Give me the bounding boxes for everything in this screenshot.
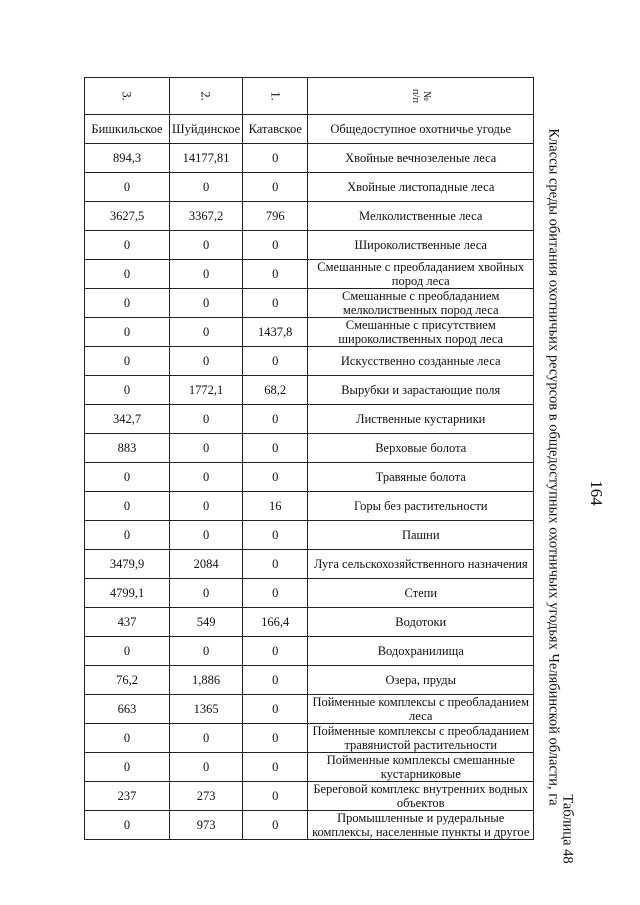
value-shuydinskoe: 273 xyxy=(170,782,243,811)
value-bishkilskoe: 0 xyxy=(85,753,170,782)
value-bishkilskoe: 437 xyxy=(85,608,170,637)
value-shuydinskoe: 973 xyxy=(170,811,243,840)
habitat-class-label: Смешанные с преобладанием мелколиственных пород леса xyxy=(308,289,534,318)
value-shuydinskoe: 0 xyxy=(170,434,243,463)
value-katavskoe: 0 xyxy=(243,724,308,753)
table-header-row xyxy=(85,115,534,144)
table-row xyxy=(85,811,534,840)
value-shuydinskoe: 3367,2 xyxy=(170,202,243,231)
value-katavskoe: 0 xyxy=(243,434,308,463)
value-bishkilskoe: 0 xyxy=(85,492,170,521)
area-name-shuydinskoe: Шуйдинское xyxy=(170,115,243,144)
value-bishkilskoe: 342,7 xyxy=(85,405,170,434)
value-shuydinskoe: 0 xyxy=(170,579,243,608)
value-bishkilskoe: 0 xyxy=(85,463,170,492)
table-row xyxy=(85,463,534,492)
area-name-bishkilskoe: Бишкильское xyxy=(85,115,170,144)
value-shuydinskoe: 0 xyxy=(170,405,243,434)
habitat-class-label: Горы без растительности xyxy=(308,492,534,521)
value-bishkilskoe: 3479,9 xyxy=(85,550,170,579)
area-number-cell: 3. xyxy=(85,78,170,115)
value-shuydinskoe: 0 xyxy=(170,724,243,753)
value-katavskoe: 0 xyxy=(243,782,308,811)
table-row xyxy=(85,521,534,550)
value-bishkilskoe: 3627,5 xyxy=(85,202,170,231)
value-katavskoe: 0 xyxy=(243,260,308,289)
habitat-class-label: Озера, пруды xyxy=(308,666,534,695)
habitat-class-label: Пашни xyxy=(308,521,534,550)
value-shuydinskoe: 14177,81 xyxy=(170,144,243,173)
value-katavskoe: 166,4 xyxy=(243,608,308,637)
table-row xyxy=(85,492,534,521)
habitat-class-label: Водотоки xyxy=(308,608,534,637)
value-bishkilskoe: 894,3 xyxy=(85,144,170,173)
value-katavskoe: 0 xyxy=(243,753,308,782)
table-row xyxy=(85,637,534,666)
value-bishkilskoe: 883 xyxy=(85,434,170,463)
value-shuydinskoe: 0 xyxy=(170,492,243,521)
habitat-class-label: Верховые болота xyxy=(308,434,534,463)
value-shuydinskoe: 0 xyxy=(170,637,243,666)
value-shuydinskoe: 0 xyxy=(170,521,243,550)
habitat-class-label: Вырубки и зарастающие поля xyxy=(308,376,534,405)
habitat-class-label: Береговой комплекс внутренних водных объектов xyxy=(308,782,534,811)
table-row xyxy=(85,260,534,289)
value-bishkilskoe: 0 xyxy=(85,811,170,840)
value-shuydinskoe: 0 xyxy=(170,463,243,492)
value-shuydinskoe: 0 xyxy=(170,231,243,260)
value-katavskoe: 0 xyxy=(243,289,308,318)
habitat-class-label: Пойменные комплексы с преобладанием леса xyxy=(308,695,534,724)
header-label: Общедоступное охотничье угодье xyxy=(308,115,534,144)
value-shuydinskoe: 0 xyxy=(170,318,243,347)
value-katavskoe: 0 xyxy=(243,579,308,608)
table-row xyxy=(85,434,534,463)
page-number: 164 xyxy=(587,480,606,506)
value-shuydinskoe: 0 xyxy=(170,347,243,376)
table-body xyxy=(85,144,534,840)
value-bishkilskoe: 0 xyxy=(85,347,170,376)
table-row xyxy=(85,550,534,579)
value-bishkilskoe: 0 xyxy=(85,724,170,753)
value-bishkilskoe: 0 xyxy=(85,376,170,405)
value-katavskoe: 0 xyxy=(243,666,308,695)
value-bishkilskoe: 0 xyxy=(85,260,170,289)
habitat-class-label: Смешанные с преобладанием хвойных пород леса xyxy=(308,260,534,289)
value-shuydinskoe: 0 xyxy=(170,289,243,318)
value-shuydinskoe: 549 xyxy=(170,608,243,637)
habitat-class-label: Широколиственные леса xyxy=(308,231,534,260)
value-shuydinskoe: 2084 xyxy=(170,550,243,579)
table-row xyxy=(85,695,534,724)
value-bishkilskoe: 663 xyxy=(85,695,170,724)
area-number-cell: 1. xyxy=(243,78,308,115)
habitat-class-label: Хвойные вечнозеленые леса xyxy=(308,144,534,173)
value-katavskoe: 0 xyxy=(243,347,308,376)
table-title: Классы среды обитания охотничьих ресурсов в общедоступных охотничьих угодьях Челябинской области, га xyxy=(545,128,562,806)
habitat-class-label: Степи xyxy=(308,579,534,608)
table-row xyxy=(85,202,534,231)
value-katavskoe: 796 xyxy=(243,202,308,231)
table-row xyxy=(85,144,534,173)
value-bishkilskoe: 0 xyxy=(85,231,170,260)
table-row xyxy=(85,289,534,318)
habitat-class-label: Промышленные и рудеральные комплексы, населенные пункты и другое xyxy=(308,811,534,840)
value-bishkilskoe: 76,2 xyxy=(85,666,170,695)
habitat-classes-table xyxy=(84,77,534,840)
value-katavskoe: 0 xyxy=(243,695,308,724)
value-shuydinskoe: 0 xyxy=(170,260,243,289)
habitat-class-label: Пойменные комплексы с преобладанием травянистой растительности xyxy=(308,724,534,753)
value-shuydinskoe: 0 xyxy=(170,753,243,782)
value-shuydinskoe: 1772,1 xyxy=(170,376,243,405)
habitat-class-label: Травяные болота xyxy=(308,463,534,492)
value-bishkilskoe: 0 xyxy=(85,521,170,550)
habitat-class-label: Лиственные кустарники xyxy=(308,405,534,434)
table-row xyxy=(85,376,534,405)
value-katavskoe: 0 xyxy=(243,173,308,202)
table-row xyxy=(85,782,534,811)
value-katavskoe: 0 xyxy=(243,144,308,173)
value-katavskoe: 0 xyxy=(243,463,308,492)
habitat-class-label: Водохранилища xyxy=(308,637,534,666)
table-row xyxy=(85,753,534,782)
habitat-class-label: Искусственно созданные леса xyxy=(308,347,534,376)
table-row xyxy=(85,666,534,695)
habitat-class-label: Мелколиственные леса xyxy=(308,202,534,231)
value-katavskoe: 0 xyxy=(243,550,308,579)
value-shuydinskoe: 0 xyxy=(170,173,243,202)
value-katavskoe: 0 xyxy=(243,521,308,550)
value-katavskoe: 0 xyxy=(243,811,308,840)
table-row xyxy=(85,608,534,637)
value-bishkilskoe: 0 xyxy=(85,637,170,666)
value-bishkilskoe: 0 xyxy=(85,318,170,347)
habitat-class-label: Пойменные комплексы смешанные кустарниковые xyxy=(308,753,534,782)
value-katavskoe: 0 xyxy=(243,405,308,434)
value-shuydinskoe: 1365 xyxy=(170,695,243,724)
value-bishkilskoe: 237 xyxy=(85,782,170,811)
habitat-class-label: Луга сельскохозяйственного назначения xyxy=(308,550,534,579)
number-column-header: № п/п xyxy=(308,78,534,115)
table-row xyxy=(85,579,534,608)
value-katavskoe: 16 xyxy=(243,492,308,521)
area-name-katavskoe: Катавское xyxy=(243,115,308,144)
table-row xyxy=(85,405,534,434)
value-katavskoe: 1437,8 xyxy=(243,318,308,347)
value-katavskoe: 68,2 xyxy=(243,376,308,405)
table-row xyxy=(85,724,534,753)
value-bishkilskoe: 4799,1 xyxy=(85,579,170,608)
habitat-class-label: Хвойные листопадные леса xyxy=(308,173,534,202)
table-row xyxy=(85,318,534,347)
value-bishkilskoe: 0 xyxy=(85,173,170,202)
table-row xyxy=(85,347,534,376)
table-row xyxy=(85,231,534,260)
table-label: Таблица 48 xyxy=(559,794,576,864)
table-row xyxy=(85,173,534,202)
habitat-class-label: Смешанные с присутствием широколиственных пород леса xyxy=(308,318,534,347)
value-katavskoe: 0 xyxy=(243,637,308,666)
value-shuydinskoe: 1,886 xyxy=(170,666,243,695)
value-bishkilskoe: 0 xyxy=(85,289,170,318)
area-number-cell: 2. xyxy=(170,78,243,115)
table-number-row xyxy=(85,78,534,115)
value-katavskoe: 0 xyxy=(243,231,308,260)
